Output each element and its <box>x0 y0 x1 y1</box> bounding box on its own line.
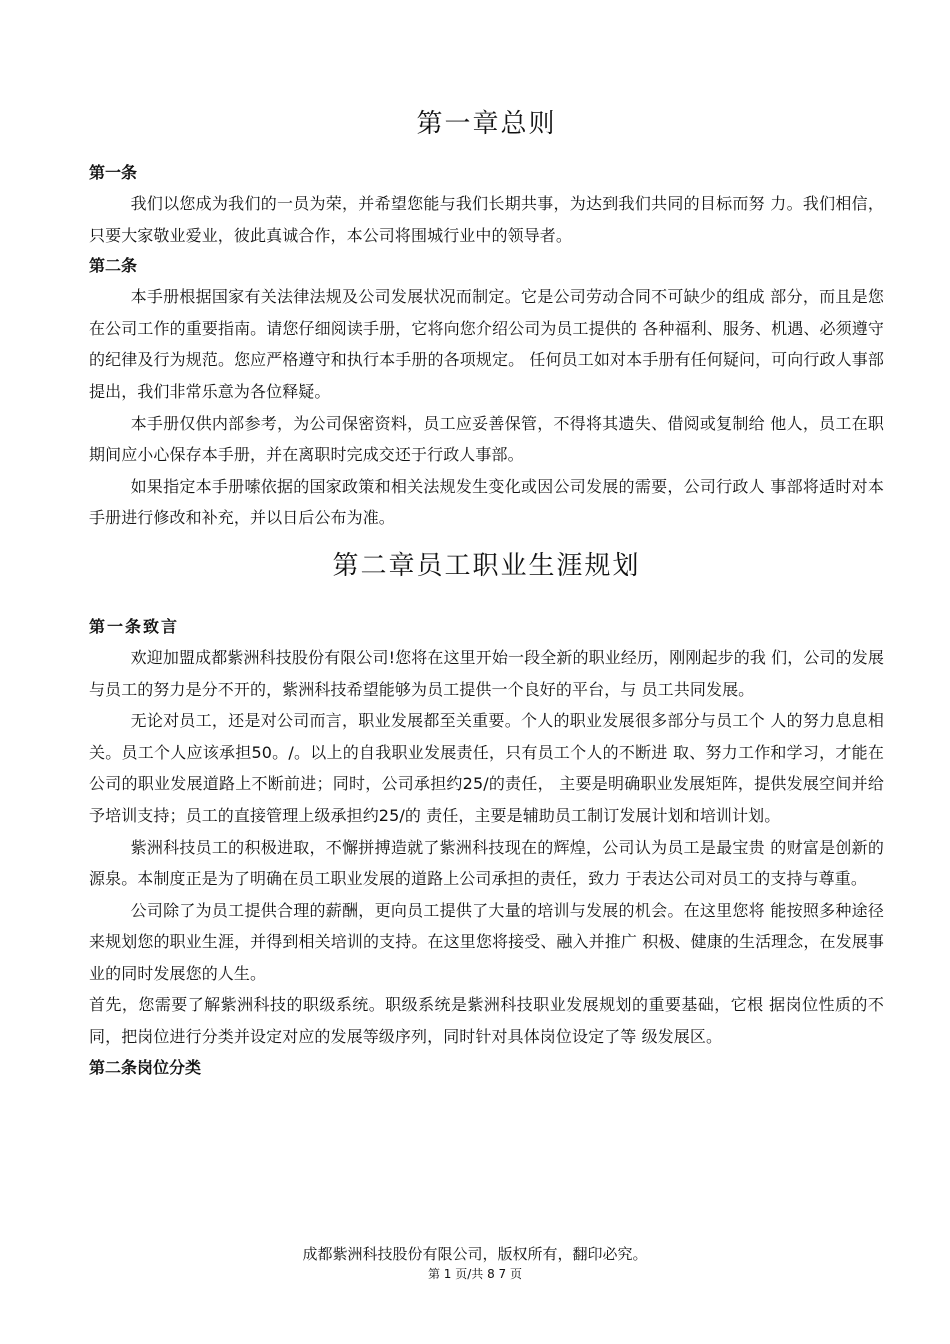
chapter-2-article-2-heading: 第二条岗位分类 <box>89 1057 202 1077</box>
chapter-2-article-1-heading: 第一条致言 <box>89 616 180 636</box>
chapter-2-article-1-paragraph-3: 紫洲科技员工的积极进取，不懈拼搏造就了紫洲科技现在的辉煌，公司认为员工是最宝贵 的财富是创新的源泉。本制度正是为了明确在员工职业发展的道路上公司承担的责任，致力 于表达公司对员工的支持与尊重。 <box>89 837 884 889</box>
chapter-2-article-1-paragraph-1: 欢迎加盟成都紫洲科技股份有限公司!您将在这里开始一段全新的职业经历，刚刚起步的我 们，公司的发展与员工的努力是分不开的，紫洲科技希望能够为员工提供一个良好的平台，与 员工共同发展。 <box>89 647 884 699</box>
footer-page-number: 第 1 页/共 8 7 页 <box>427 1267 523 1281</box>
document-body <box>89 96 884 1083</box>
chapter-1-article-2-heading: 第二条 <box>89 256 138 276</box>
chapter-2-article-1-paragraph-4: 公司除了为员工提供合理的薪酬，更向员工提供了大量的培训与发展的机会。在这里您将 能按照多种途径来规划您的职业生涯，并得到相关培训的支持。在这里您将接受、融入并推广 积极、健康的生活理念，在发展事业的同时发展您的人生。 <box>89 900 884 983</box>
chapter-1-article-2-paragraph-2: 本手册仅供内部参考，为公司保密资料，员工应妥善保管，不得将其遗失、借阅或复制给 他人，员工在职期间应小心保存本手册，并在离职时完成交还于行政人事部。 <box>89 413 884 465</box>
chapter-1-article-2-paragraph-1: 本手册根据国家有关法律法规及公司发展状况而制定。它是公司劳动合同不可缺少的组成 部分，而且是您在公司工作的重要指南。请您仔细阅读手册，它将向您介绍公司为员工提供的 各种福利、服务、机遇、必须遵守的纪律及行为规范。您应严格遵守和执行本手册的各项规定。 任何员工如对本手册有任何疑问，可向行政人事部提出，我们非常乐意为各位释疑。 <box>89 287 884 401</box>
chapter-2-article-1-closing-paragraph: 首先，您需要了解紫洲科技的职级系统。职级系统是紫洲科技职业发展规划的重要基础，它根 据岗位性质的不同，把岗位进行分类并设定对应的发展等级序列，同时针对具体岗位设定了等 级发展区。 <box>89 995 884 1047</box>
chapter-2-article-1-paragraph-2: 无论对员工，还是对公司而言，职业发展都至关重要。个人的职业发展很多部分与员工个 人的努力息息相关。员工个人应该承担50。/。以上的自我职业发展责任，只有员工个人的不断进 取、努力工作和学习，才能在公司的职业发展道路上不断前进；同时，公司承担约25/的责任， 主要是明确职业发展矩阵，提供发展空间并给予培训支持；员工的直接管理上级承担约25/的 责任，主要是辅助员工制订发展计划和培训计划。 <box>89 711 884 825</box>
chapter-2-title: 第二章员工职业生涯规划 <box>332 550 641 581</box>
footer-copyright: 成都紫洲科技股份有限公司，版权所有，翻印必究。 <box>302 1245 648 1263</box>
chapter-1-article-1-paragraph: 我们以您成为我们的一员为荣，并希望您能与我们长期共事，为达到我们共同的目标而努 力。我们相信，只要大家敬业爱业，彼此真诚合作，本公司将围城行业中的领导者。 <box>89 194 884 245</box>
chapter-1-article-2-paragraph-3: 如果指定本手册嗦依据的国家政策和相关法规发生变化或因公司发展的需要，公司行政人 事部将适时对本手册进行修改和补充，并以日后公布为准。 <box>89 476 884 528</box>
chapter-1-title: 第一章总则 <box>416 109 557 139</box>
chapter-1-article-1-heading: 第一条 <box>89 163 138 182</box>
